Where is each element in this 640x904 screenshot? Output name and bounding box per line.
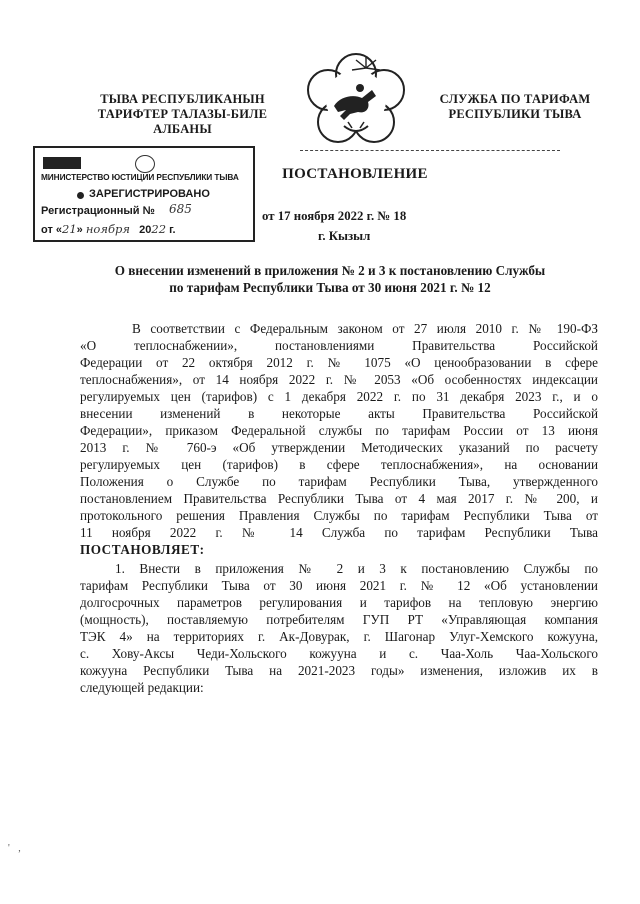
stamp-bullet-icon — [77, 192, 84, 199]
body-line: теплоснабжения», от 14 ноября 2022 г. № 2053 «Об особенностях индексации — [80, 372, 598, 387]
document-type: ПОСТАНОВЛЕНИЕ — [282, 166, 428, 182]
body-line: протокольного решения Правления Службы по тарифам Республики Тыва от — [80, 508, 598, 523]
document-title — [75, 262, 585, 296]
item-line: тарифам Республики Тыва от 30 июня 2021 г. № 12 «Об установлении — [80, 578, 598, 593]
stamp-reg-number-label: Регистрационный № — [41, 205, 155, 217]
header-left-line: ТАРИФТЕР ТАЛАЗЫ-БИЛЕ — [97, 107, 268, 121]
item-line: ТЭК 4» на территориях г. Ак-Довурак, г. Шагонар Улуг-Хемского кожууна, — [80, 629, 598, 644]
stamp-top — [35, 154, 249, 170]
tuva-coat-of-arms-icon — [300, 50, 412, 150]
scan-marks: ' , — [8, 843, 24, 854]
registration-stamp — [33, 146, 255, 242]
body-line: постановлением Правительства Республики Тыва от 4 мая 2017 г. № 200, и — [80, 491, 598, 506]
item-line: 1. Внести в приложения № 2 и 3 к постановлению Службы по — [115, 561, 598, 576]
decree-word: ПОСТАНОВЛЯЕТ: — [80, 542, 205, 557]
body-line: регулируемых цен (тарифов) с 1 декабря 2022 г. по 31 декабря 2023 г., и о — [80, 389, 598, 404]
body-line: Положения о Службе по тарифам Республики Тыва, утвержденного — [80, 474, 598, 489]
body-line: регулируемых цен (тарифов) в сфере теплоснабжения», на основании — [80, 457, 598, 472]
header-right-authority — [420, 92, 610, 122]
stamp-date-prefix: от « — [41, 224, 63, 236]
body-line: Федерации», приказом Федеральной службы по тарифам России от 13 июня — [80, 423, 598, 438]
body-line: Федерации от 22 октября 2012 г. № 1075 «О ценообразовании в сфере — [80, 355, 598, 370]
header-divider — [300, 150, 560, 151]
stamp-date — [41, 222, 247, 236]
stamp-reg-number-value: 685 — [169, 202, 192, 216]
header-right-line: РЕСПУБЛИКИ ТЫВА — [448, 107, 582, 121]
document-place: г. Кызыл — [318, 229, 371, 243]
item-line: кожууна Республики Тыва на 2021-2023 годы» изменения, изложив их в — [80, 663, 598, 678]
header-right-line: СЛУЖБА ПО ТАРИФАМ — [439, 92, 591, 106]
body-line: 11 ноября 2022 г. № 14 Служба по тарифам Республики Тыва — [80, 525, 598, 540]
header-left-line: ТЫВА РЕСПУБЛИКАНЫН — [100, 92, 265, 106]
stamp-date-year-suffix: 22 — [151, 222, 167, 236]
body-line: «О теплоснабжении», постановлениями Правительства Российской — [80, 338, 598, 353]
body-line: 2013 г. № 760-э «Об утверждении Методических указаний по расчету — [80, 440, 598, 455]
item-line: с. Хову-Аксы Чеди-Хольского кожууна и с. Чаа-Холь Чаа-Хольского — [80, 646, 598, 661]
stamp-registered-label: ЗАРЕГИСТРИРОВАНО — [89, 188, 210, 200]
stamp-date-month: ноября — [85, 222, 130, 236]
title-line: О внесении изменений в приложения № 2 и 3 к постановлению Службы — [114, 263, 546, 278]
stamp-date-end: г. — [169, 224, 176, 236]
stamp-blot — [43, 157, 81, 169]
stamp-emblem-icon — [135, 155, 155, 173]
item-line: долгосрочных параметров регулирования и тарифов на тепловую энергию — [80, 595, 598, 610]
item-line: следующей редакции: — [80, 680, 204, 695]
body-line: В соответствии с Федеральным законом от 27 июля 2010 г. № 190-ФЗ — [132, 321, 598, 336]
stamp-date-mid: » — [76, 224, 83, 236]
stamp-date-year-prefix: 20 — [139, 224, 152, 236]
stamp-ministry-name: МИНИСТЕРСТВО ЮСТИЦИИ РЕСПУБЛИКИ ТЫВА — [41, 172, 239, 182]
document-date-number: от 17 ноября 2022 г. № 18 — [262, 209, 407, 223]
title-line: по тарифам Республики Тыва от 30 июня 2021 г. № 12 — [169, 280, 491, 295]
stamp-date-day: 21 — [62, 222, 77, 236]
header-left-authority — [80, 92, 285, 137]
body-line: внесении изменений в некоторые акты Правительства Российской — [80, 406, 598, 421]
header-left-line: АЛБАНЫ — [153, 122, 212, 136]
item-line: (мощность), поставляемую потребителям ГУП РТ «Управляющая компания — [80, 612, 598, 627]
